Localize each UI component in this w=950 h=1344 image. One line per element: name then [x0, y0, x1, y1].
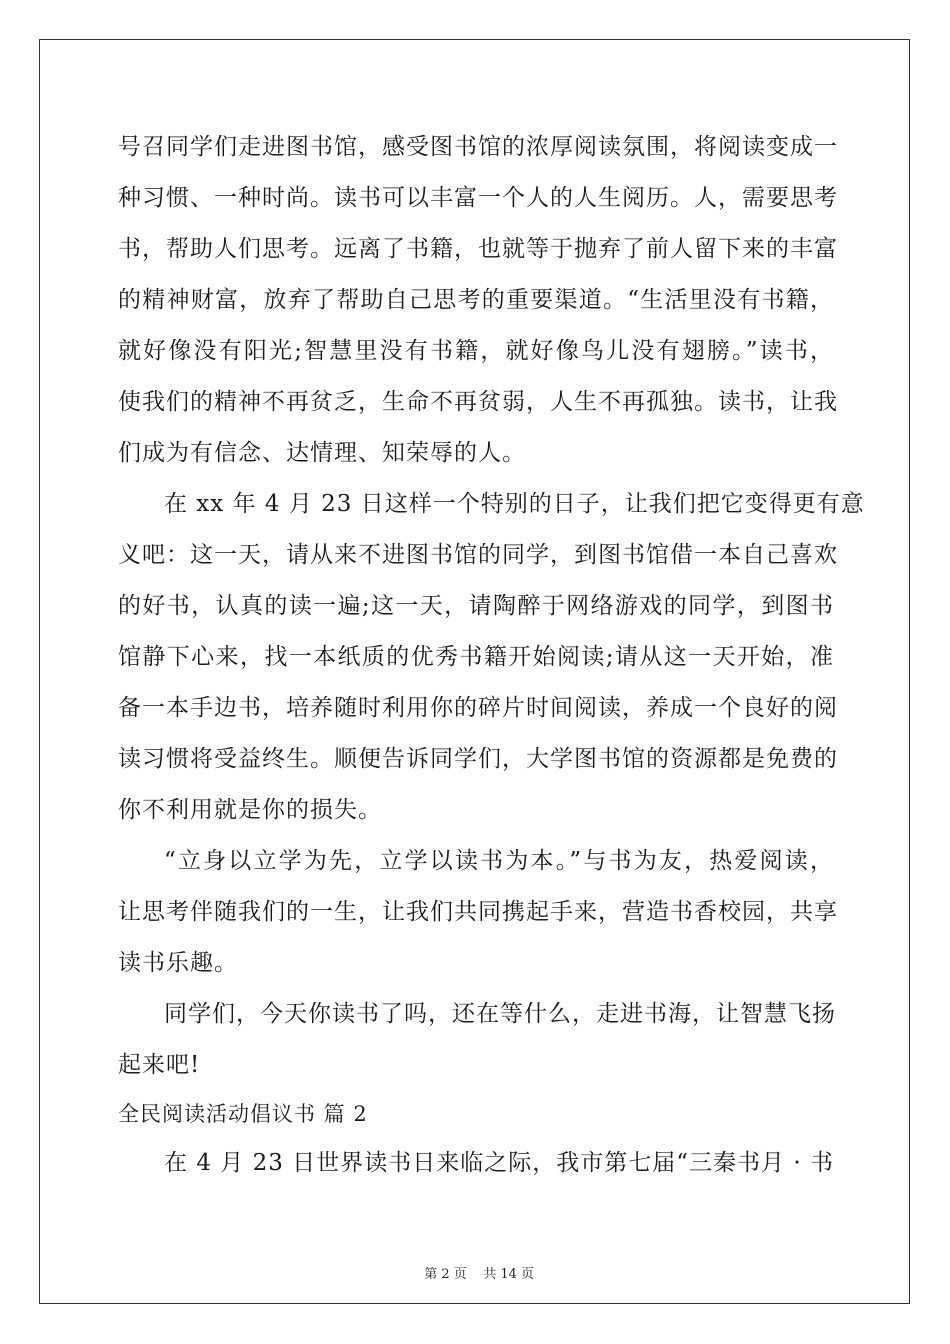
- section-heading: 全民阅读活动倡议书 篇 2: [118, 1102, 368, 1126]
- text-line: 读书乐趣。: [118, 950, 238, 976]
- text-line: 的精神财富，放弃了帮助自己思考的重要渠道。“生活里没有书籍，: [118, 287, 834, 313]
- text-line: 起来吧!: [118, 1052, 201, 1078]
- text-line: 你不利用就是你的损失。: [118, 797, 382, 823]
- paragraph-4: [118, 989, 834, 1091]
- paragraph-3: [118, 836, 838, 989]
- paragraph-1: [118, 122, 838, 479]
- paragraph-2: [118, 479, 865, 836]
- text-line: 读习惯将受益终生。顺便告诉同学们，大学图书馆的资源都是免费的: [118, 746, 838, 772]
- text-line: 在 xx 年 4 月 23 日这样一个特别的日子，让我们把它变得更有意: [164, 491, 865, 517]
- paragraph-5: [118, 1138, 834, 1189]
- text-line: 馆静下心来，找一本纸质的优秀书籍开始阅读;请从这一天开始，准: [118, 644, 834, 670]
- text-line: 的好书，认真的读一遍;这一天，请陶醉于网络游戏的同学，到图书: [118, 593, 834, 619]
- text-line: “立身以立学为先，立学以读书为本。”与书为友，热爱阅读，: [164, 848, 834, 874]
- text-line: 们成为有信念、达情理、知荣辱的人。: [118, 440, 526, 466]
- text-line: 使我们的精神不再贫乏，生命不再贫弱，人生不再孤独。读书，让我: [118, 389, 838, 415]
- text-line: 让思考伴随我们的一生，让我们共同携起手来，营造书香校园，共享: [118, 899, 838, 925]
- document-body: [118, 122, 865, 1189]
- text-line: 种习惯、一种时尚。读书可以丰富一个人的人生阅历。人，需要思考: [118, 185, 838, 211]
- text-line: 在 4 月 23 日世界读书日来临之际，我市第七届“三秦书月 · 书: [164, 1150, 834, 1176]
- text-line: 号召同学们走进图书馆，感受图书馆的浓厚阅读氛围，将阅读变成一: [118, 134, 838, 160]
- page-footer: [0, 1248, 950, 1282]
- text-line: 书，帮助人们思考。远离了书籍，也就等于抛弃了前人留下来的丰富: [118, 236, 838, 262]
- text-line: 就好像没有阳光;智慧里没有书籍，就好像鸟儿没有翅膀。”读书，: [118, 338, 834, 364]
- page-number: 第 2 页 共 14 页: [424, 1267, 535, 1282]
- text-line: 备一本手边书，培养随时利用你的碎片时间阅读，养成一个良好的阅: [118, 695, 838, 721]
- text-line: 义吧：这一天，请从来不进图书馆的同学，到图书馆借一本自己喜欢: [118, 542, 838, 568]
- text-line: 同学们，今天你读书了吗，还在等什么，走进书海，让智慧飞扬: [164, 1001, 836, 1027]
